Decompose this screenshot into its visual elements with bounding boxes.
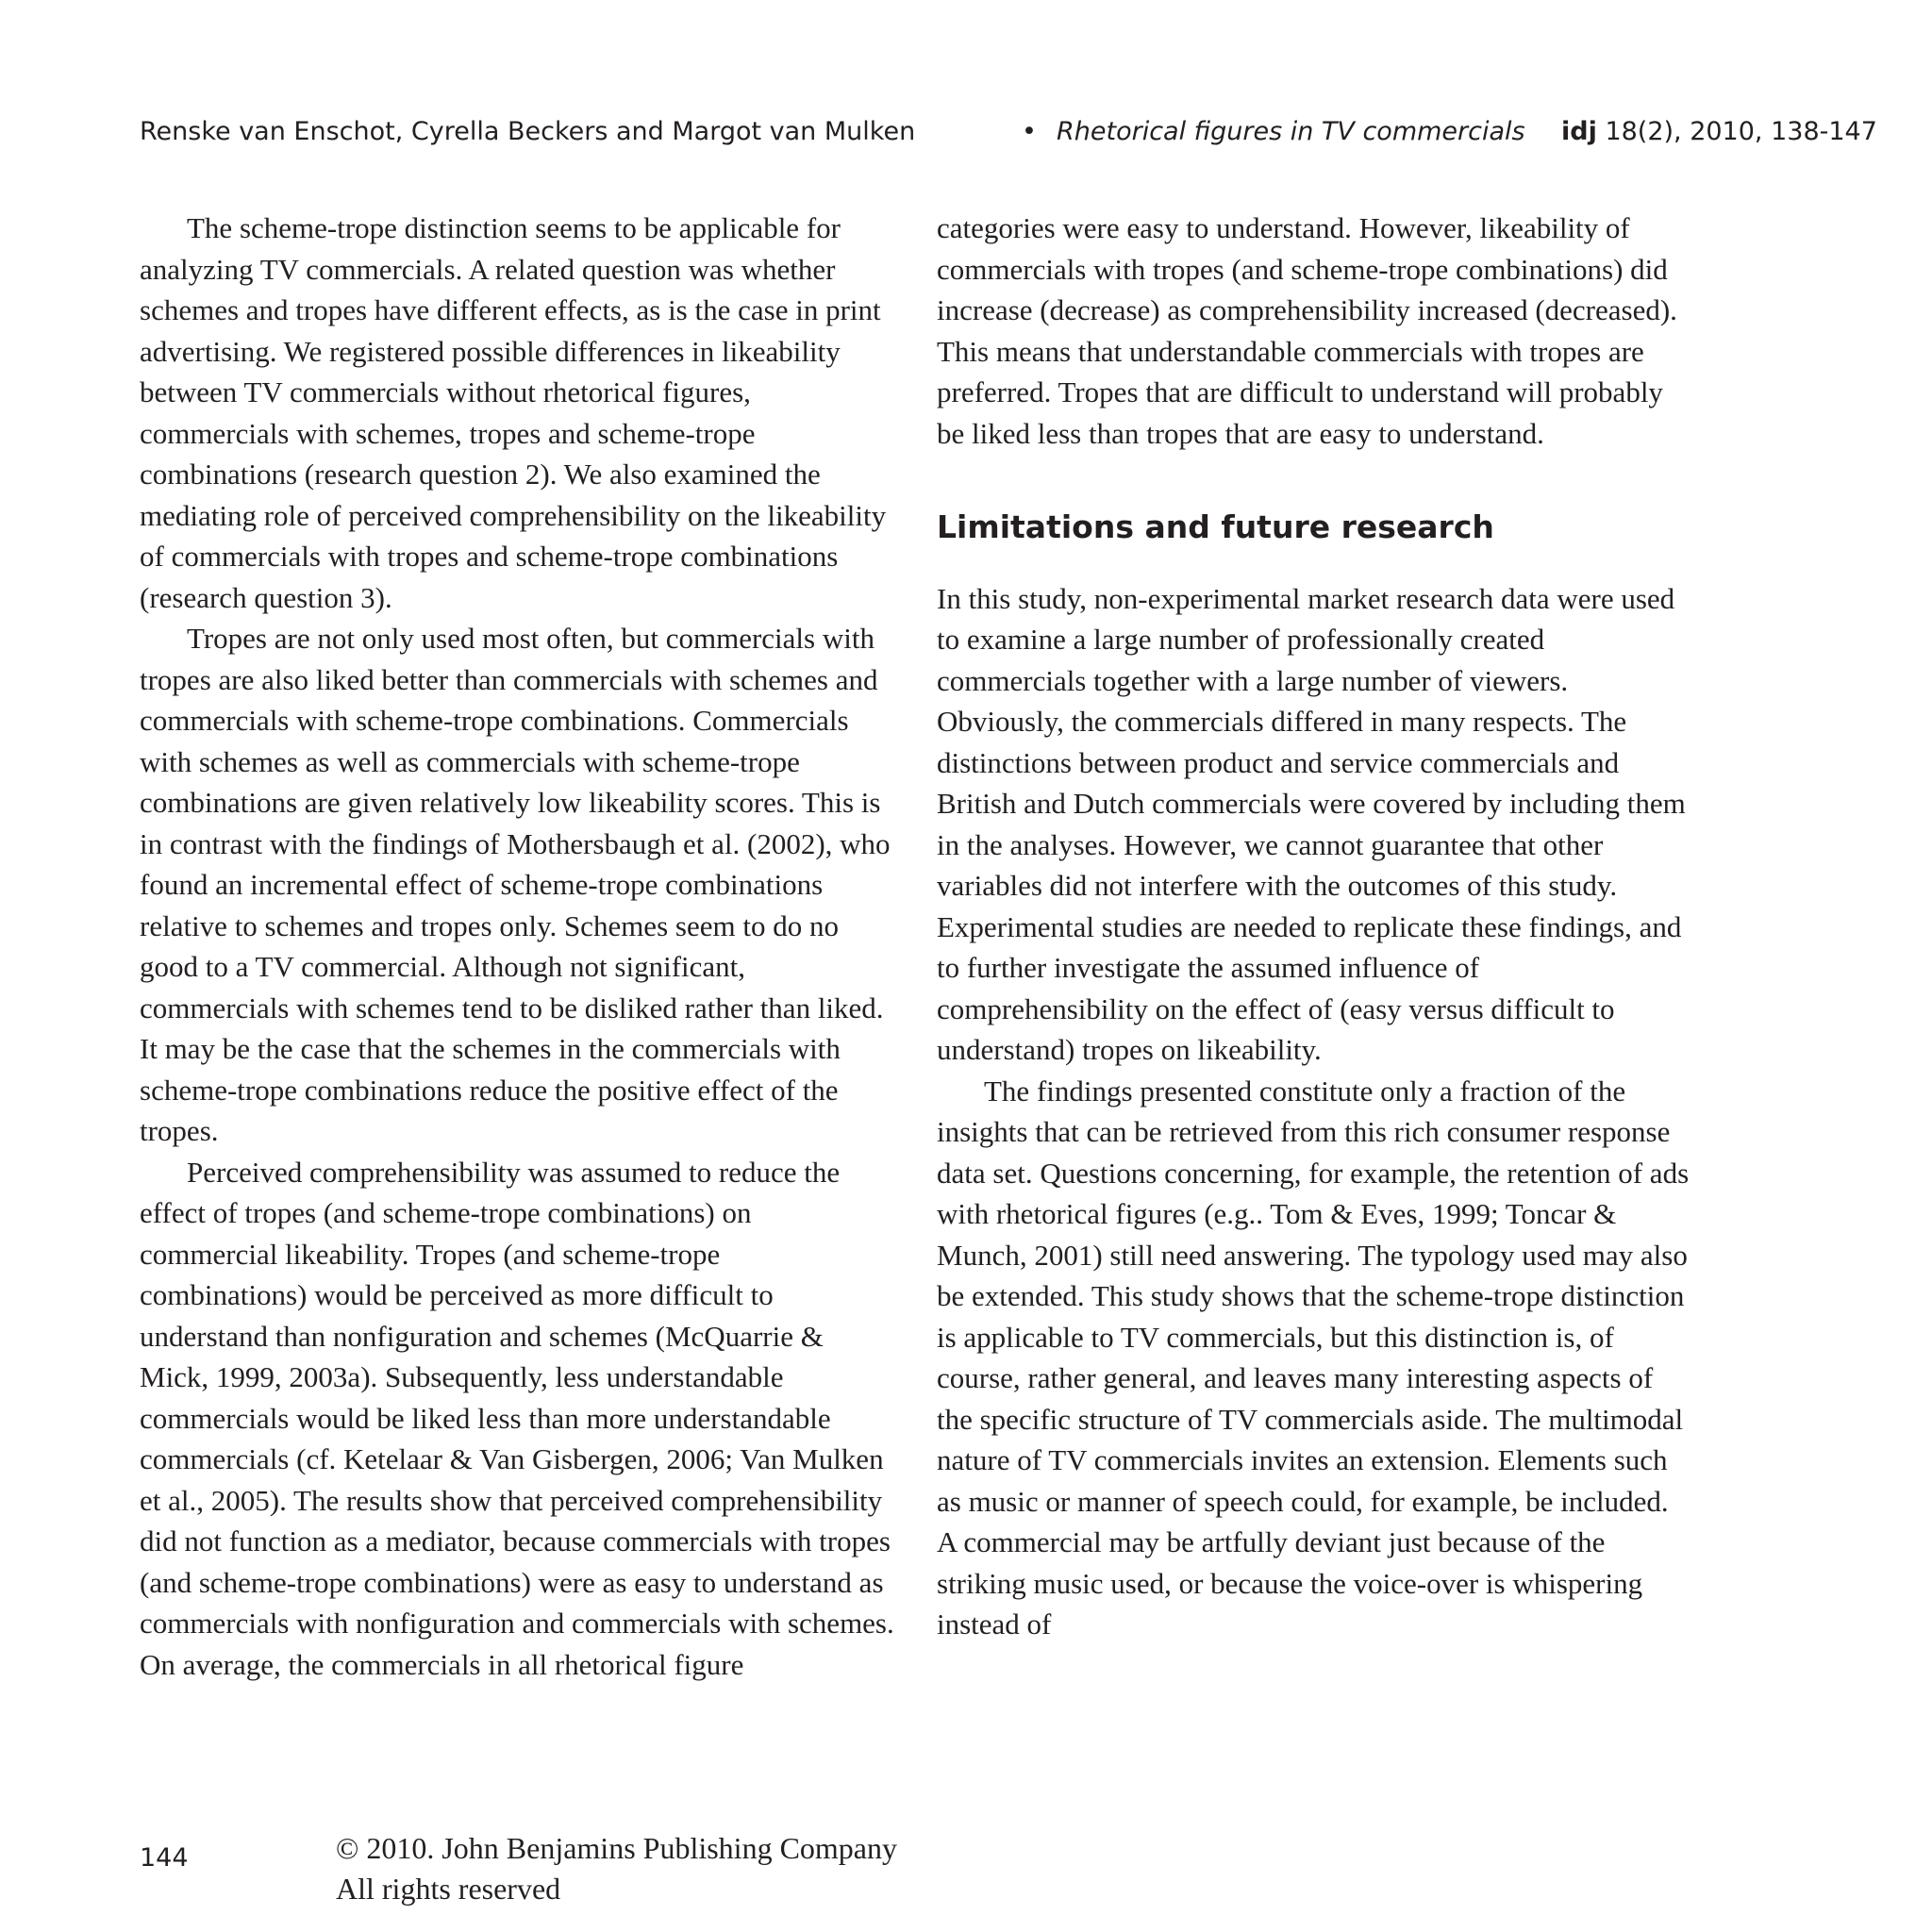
body-paragraph: In this study, non-experimental market research data were used to examine a large number of professionally created commercials together with a large number of viewers. Obviously, the commercials differed in many respects. The distinctions between product and service commercials and British and Dutch commercials were covered by including them in the analyses. However, we cannot guarantee that other variables did not interfere with the outcomes of this study. Experimental studies are needed to replicate these findings, and to further investigate the assumed influence of comprehensibility on the effect of (easy versus difficult to understand) tropes on likeability. (937, 581, 1686, 1066)
body-paragraph: The findings presented constitute only a fraction of the insights that can be retrieved from this rich consumer response data set. Questions concerning, for example, the retention of ads with rhetorical figures (e.g.. Tom & Eves, 1999; Toncar & Munch, 2001) still need answering. The typology used may also be extended. This study shows that the scheme-trope distinction is applicable to TV commercials, but this distinction is, of course, rather general, and leaves many interesting aspects of the specific structure of TV commercials aside. The multimodal nature of TV commercials invites an extension. Elements such as music or manner of speech could, for example, be included. A commercial may be artfully deviant just because of the striking music used, or because the voice-over is whispering instead of (937, 1074, 1690, 1641)
body-paragraph: The scheme-trope distinction seems to be applicable for analyzing TV commercials. A related question was whether schemes and tropes have different effects, as is the case in print advertising. We registered possible differences in likeability between TV commercials without rhetorical figures, commercials with schemes, tropes and scheme-trope combinations (research question 2). We also examined the mediating role of perceived comprehensibility on the likeability of commercials with tropes and scheme-trope combinations (research question 3). (140, 211, 887, 614)
copyright-line: © 2010. John Benjamins Publishing Company (336, 1831, 897, 1865)
header-authors: Renske van Enschot, Cyrella Beckers and Margot van Mulken (140, 117, 916, 146)
running-header (140, 117, 1877, 158)
page-number: 144 (140, 1843, 189, 1873)
header-article-title: Rhetorical figures in TV commercials (1057, 117, 1525, 146)
continued-paragraph: categories were easy to understand. However, likeability of commercials with tropes (and scheme-trope combinations) did increase (decrease) as comprehensibility increased (decreased). This means that understandable commercials with tropes are preferred. Tropes that are difficult to understand will probably be liked less than tropes that are easy to understand. (937, 211, 1677, 450)
copyright-notice (336, 1828, 897, 1909)
header-journal-abbrev: idj (1561, 117, 1597, 146)
body-paragraph: Perceived comprehensibility was assumed to reduce the effect of tropes (and scheme-trope combinations) on commercial likeability. Tropes (and scheme-trope combinations) would be perceived as more difficult to understand than nonfiguration and schemes (McQuarrie & Mick, 1999, 2003a). Subsequently, less understandable commercials would be liked less than more understandable commercials (cf. Ketelaar & Van Gisbergen, 2006; Van Mulken et al., 2005). The results show that perceived comprehensibility did not function as a mediator, because commercials with tropes (and scheme-trope combinations) were as easy to understand as commercials with nonfiguration and commercials with schemes. On average, the commercials in all rhetorical figure (140, 1155, 894, 1681)
left-column (140, 208, 894, 1685)
right-column (937, 208, 1691, 1645)
section-heading: Limitations and future research (937, 508, 1494, 545)
body-paragraph: Tropes are not only used most often, but commercials with tropes are also liked better than commercials with schemes and commercials with scheme-trope combinations. Commercials with schemes as well as commercials with scheme-trope combinations are given relatively low likeability scores. This is in contrast with the findings of Mothersbaugh et al. (2002), who found an incremental effect of scheme-trope combinations relative to schemes and tropes only. Schemes seem to do no good to a TV commercial. Although not significant, commercials with schemes tend to be disliked rather than liked. It may be the case that the schemes in the commercials with scheme-trope combinations reduce the positive effect of the tropes. (140, 622, 891, 1147)
header-journal-reference (1561, 117, 1877, 146)
header-journal-details: 18(2), 2010, 138-147 (1605, 117, 1877, 146)
header-separator: • (1022, 117, 1037, 146)
rights-line: All rights reserved (336, 1872, 561, 1906)
